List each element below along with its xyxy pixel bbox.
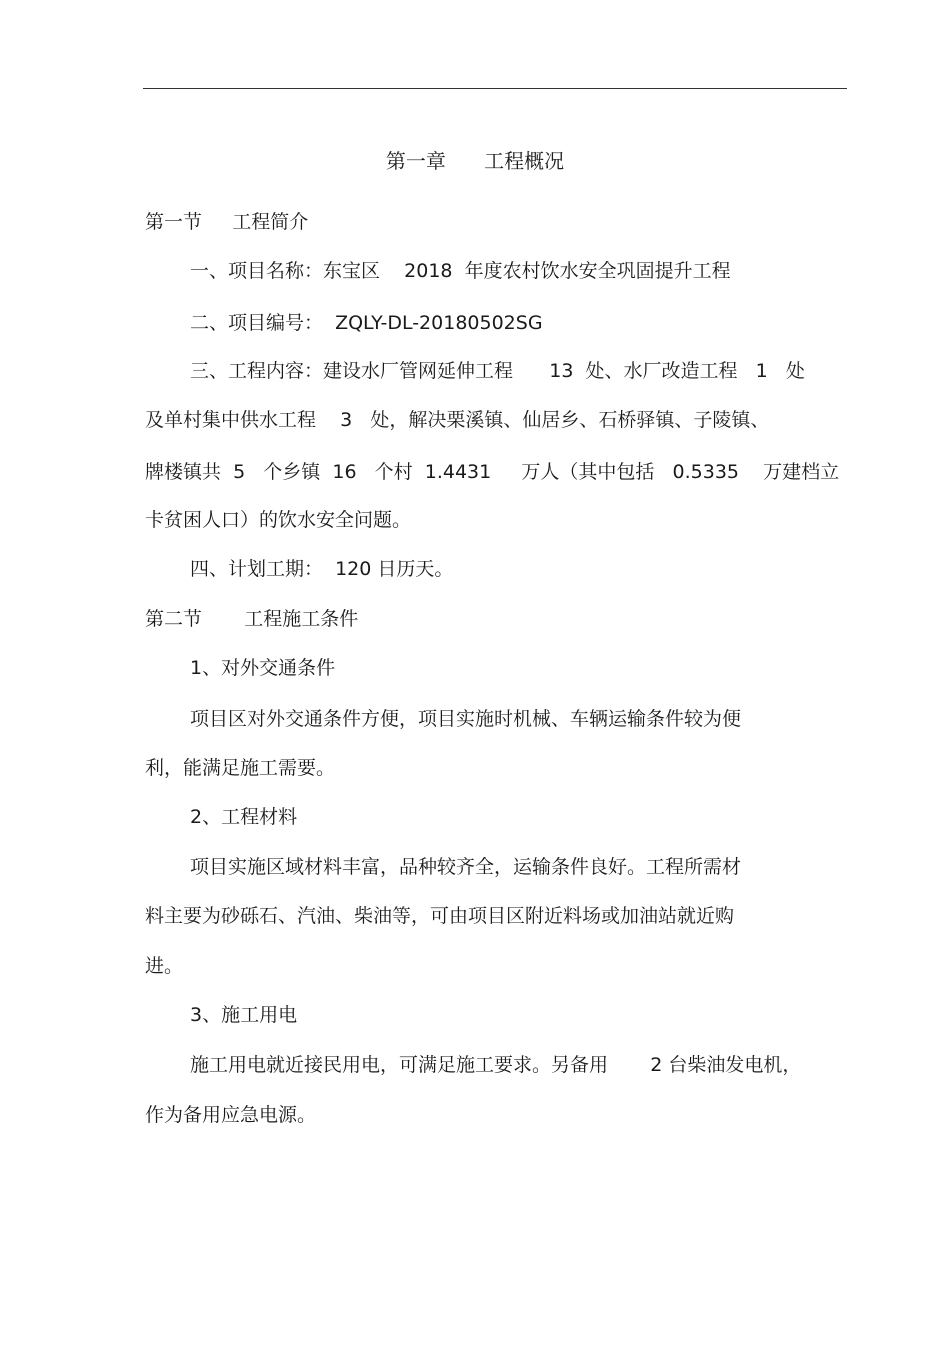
- paragraph-line: 利，能满足施工需要。: [145, 757, 336, 779]
- paragraph-line: 项目区对外交通条件方便，项目实施时机械、车辆运输条件较为便: [190, 708, 742, 730]
- paragraph-line: 项目实施区域材料丰富，品种较齐全，运输条件良好。工程所需材: [190, 856, 742, 878]
- paragraph-line: 三、工程内容：建设水厂管网延伸工程 13 处、水厂改造工程 1 处: [190, 360, 805, 382]
- paragraph-line: 料主要为砂砾石、汽油、柴油等，可由项目区附近料场或加油站就近购: [145, 905, 735, 927]
- paragraph-line: 及单村集中供水工程 3 处，解决栗溪镇、仙居乡、石桥驿镇、子陵镇、: [145, 409, 770, 431]
- paragraph-line: 二、项目编号： ZQLY-DL-20180502SG: [190, 312, 543, 334]
- chapter-title: 第一章 工程概况: [385, 149, 565, 173]
- paragraph-line: 一、项目名称：东宝区 2018 年度农村饮水安全巩固提升工程: [190, 260, 731, 282]
- section-heading: 第二节 工程施工条件: [145, 608, 359, 630]
- paragraph-line: 作为备用应急电源。: [145, 1104, 317, 1126]
- paragraph-line: 卡贫困人口）的饮水安全问题。: [145, 509, 412, 531]
- subsection-heading: 2、工程材料: [190, 806, 298, 828]
- paragraph-line: 四、计划工期： 120 日历天。: [190, 558, 454, 580]
- section-heading: 第一节 工程简介: [145, 211, 309, 233]
- paragraph-line: 牌楼镇共 5 个乡镇 16 个村 1.4431 万人（其中包括 0.5335 万建档立: [145, 461, 840, 483]
- subsection-heading: 1、对外交通条件: [190, 657, 336, 679]
- paragraph-line: 施工用电就近接民用电，可满足施工要求。另备用 2 台柴油发电机，: [190, 1054, 802, 1076]
- header-rule: [143, 88, 847, 89]
- subsection-heading: 3、施工用电: [190, 1004, 298, 1026]
- paragraph-line: 进。: [145, 955, 184, 977]
